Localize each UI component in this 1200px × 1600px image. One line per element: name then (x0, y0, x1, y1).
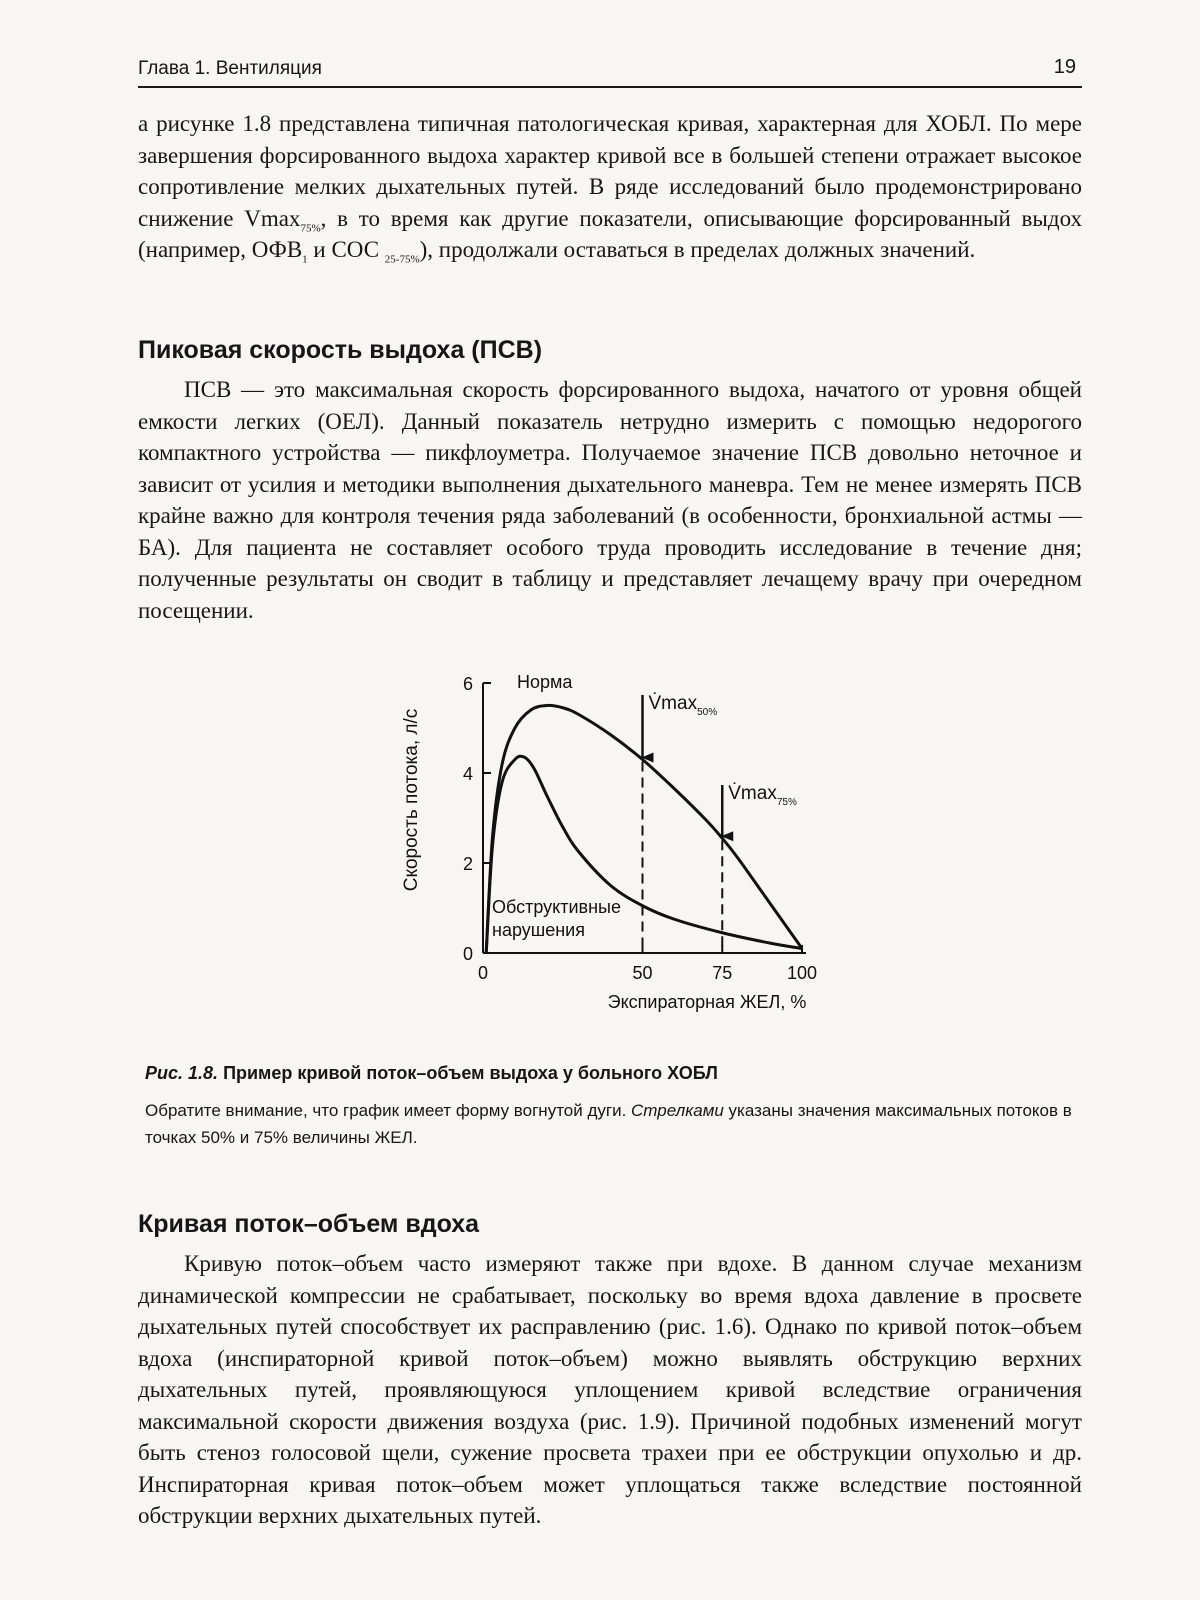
intro-sub-3: 25-75% (384, 253, 420, 266)
vmax-label-75: $V̇\max_{75\%}$ (728, 783, 797, 808)
caption-text-2: указаны значения максимальных потоков в точках 50% и 75% величины ЖЕЛ. (145, 1101, 1072, 1147)
intro-text-4: ), продолжали оставаться в пределах должных значений. (419, 237, 976, 262)
y-tick-label: 4 (462, 764, 473, 784)
chapter-title: Глава 1. Вентиляция (138, 58, 322, 79)
intro-sub-1: 75% (300, 222, 321, 235)
chart-x-axis-label: Экспираторная ЖЕЛ, % (607, 992, 807, 1012)
x-tick-label: 0 (477, 963, 489, 983)
caption-text-1: Обратите внимание, что график имеет форму вогнутой дуги. (145, 1101, 632, 1120)
x-tick-label: 100 (786, 963, 818, 983)
intro-text-2: , в то время как другие показатели, описывающие форсированный выдох (например, ОФВ (138, 205, 1083, 262)
vmax-label-subscript: 75% (776, 797, 797, 808)
intro-text-1: а рисунке 1.8 представлена типичная патологическая кривая, характерная для ХОБЛ. По мере завершения форсированного выдоха характер кривой все в большей степени отражает высокое сопротивление мелких дыхательных путей. В ряде исследований было продемонстрировано снижение Vmax (138, 111, 1082, 231)
section-paragraph-inspiratory: Кривую поток–объем часто измеряют также при вдохе. В данном случае механизм динамической компрессии не срабатывает, поскольку во время вдоха давление в просвете дыхательных путей способствует их расправлению (рис. 1.6). Однако по кривой поток–объем вдоха (инспираторной кривой поток–объем) можно выявлять обструкцию верхних дыхательных путей, проявляющуюся уплощением кривой вследствие ограничения максимальной скорости движения воздуха (рис. 1.9). Причиной подобных изменений могут быть стеноз голосовой щели, сужение просвета трахеи при ее обструкции опухолью и др. Инспираторная кривая поток–объем может уплощаться также вследствие постоянной обструкции верхних дыхательных путей. (138, 1251, 1082, 1528)
section-heading-psv: Пиковая скорость выдоха (ПСВ) (138, 336, 543, 364)
series-label-obstructive-line1: Обструктивные (492, 897, 621, 917)
caption-text-italic: Стрелками (631, 1101, 724, 1120)
vmax-label-subscript: 50% (697, 707, 718, 718)
chart-y-axis-label: Скорость потока, л/с (401, 708, 422, 892)
figure-caption-title (145, 1063, 718, 1084)
figure-flow-volume-chart (395, 675, 845, 1040)
running-head (138, 56, 1082, 88)
intro-paragraph (138, 108, 1082, 266)
x-tick-label: 75 (712, 963, 733, 983)
figure-caption-text (145, 1097, 1080, 1151)
y-tick-label: 6 (462, 675, 473, 694)
x-tick-label: 50 (632, 963, 653, 983)
chart-series (486, 675, 802, 953)
intro-sub-2: 1 (302, 253, 308, 266)
y-tick-label: 0 (462, 944, 473, 964)
figure-title: Пример кривой поток–объем выдоха у больного ХОБЛ (223, 1063, 718, 1083)
vmax-label-50: $V̇\max_{50\%}$ (648, 693, 718, 718)
series-label-norm: Норма (517, 675, 573, 692)
series-label-obstructive-line2: нарушения (492, 920, 585, 940)
section-paragraph-psv: ПСВ — это максимальная скорость форсированного выдоха, начатого от уровня общей емкости легких (ОЕЛ). Данный показатель нетрудно измерить с помощью недорогого компактного устройства — пикфлоуметра. Получаемое значение ПСВ довольно неточное и зависит от усилия и методики выполнения дыхательного маневра. Тем не менее измерять ПСВ крайне важно для контроля течения ряда заболеваний (в особенности, бронхиальной астмы — БА). Для пациента не составляет особого труда проводить исследование в течение дня; полученные результаты он сводит в таблицу и представляет лечащему врачу при очередном посещении. (138, 377, 1082, 623)
chart-svg (395, 675, 845, 1040)
page-number: 19 (1053, 56, 1076, 78)
series-label-obstructive (492, 897, 621, 940)
y-tick-label: 2 (462, 854, 473, 874)
intro-text-3: и СОС (307, 237, 385, 262)
chart-annotations (643, 693, 797, 953)
section-heading-inspiratory: Кривая поток–объем вдоха (138, 1210, 480, 1238)
figure-label: Рис. 1.8. (145, 1063, 219, 1083)
